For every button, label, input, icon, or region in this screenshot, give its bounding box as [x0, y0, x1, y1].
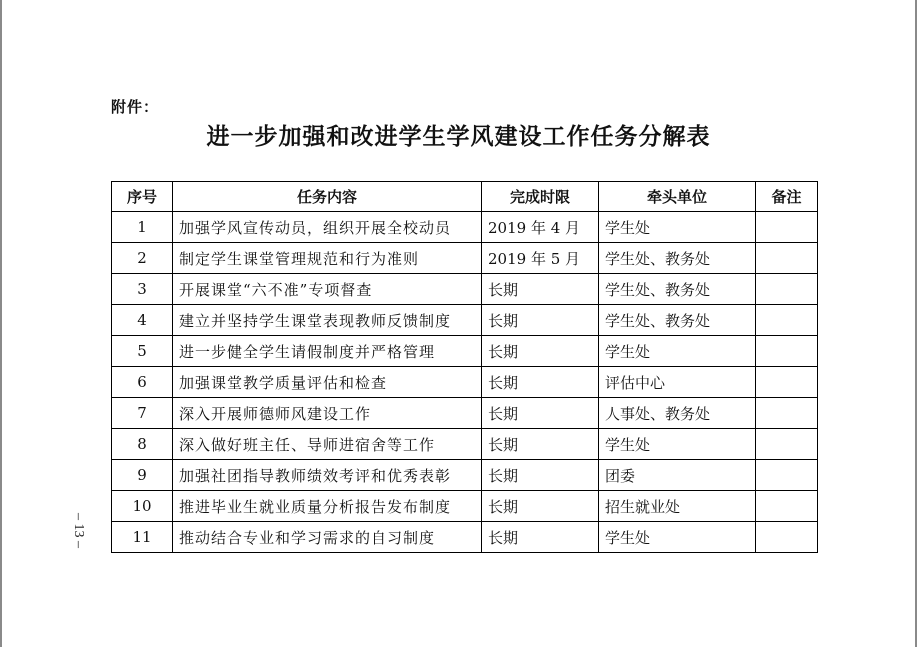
table-row — [112, 336, 818, 367]
cell-note — [756, 367, 818, 398]
cell-content: 深入开展师德师风建设工作 — [173, 398, 482, 429]
cell-note — [756, 336, 818, 367]
table-row — [112, 367, 818, 398]
attachment-label: 附件： — [111, 98, 160, 116]
header-deadline: 完成时限 — [482, 182, 599, 212]
cell-content: 建立并坚持学生课堂表现教师反馈制度 — [173, 305, 482, 336]
header-note: 备注 — [756, 182, 818, 212]
table-row — [112, 460, 818, 491]
cell-num: 6 — [112, 367, 173, 398]
cell-dept: 招生就业处 — [599, 491, 756, 522]
cell-note — [756, 305, 818, 336]
cell-note — [756, 429, 818, 460]
cell-note — [756, 460, 818, 491]
cell-deadline: 长期 — [482, 274, 599, 305]
cell-num: 8 — [112, 429, 173, 460]
cell-dept: 学生处、教务处 — [599, 243, 756, 274]
cell-dept: 学生处、教务处 — [599, 274, 756, 305]
cell-note — [756, 274, 818, 305]
cell-content: 推进毕业生就业质量分析报告发布制度 — [173, 491, 482, 522]
cell-num: 4 — [112, 305, 173, 336]
cell-deadline: 长期 — [482, 429, 599, 460]
cell-num: 11 — [112, 522, 173, 553]
header-row — [112, 182, 818, 212]
cell-dept: 学生处、教务处 — [599, 305, 756, 336]
cell-dept: 学生处 — [599, 522, 756, 553]
table-row — [112, 522, 818, 553]
cell-content: 进一步健全学生请假制度并严格管理 — [173, 336, 482, 367]
cell-deadline: 长期 — [482, 305, 599, 336]
cell-deadline: 长期 — [482, 491, 599, 522]
cell-deadline: 长期 — [482, 367, 599, 398]
cell-dept: 人事处、教务处 — [599, 398, 756, 429]
cell-content: 加强课堂教学质量评估和检查 — [173, 367, 482, 398]
cell-num: 9 — [112, 460, 173, 491]
header-num: 序号 — [112, 182, 173, 212]
cell-note — [756, 243, 818, 274]
table-row — [112, 429, 818, 460]
cell-num: 3 — [112, 274, 173, 305]
cell-dept: 学生处 — [599, 429, 756, 460]
cell-deadline: 2019 年 4 月 — [482, 212, 599, 243]
cell-deadline: 2019 年 5 月 — [482, 243, 599, 274]
table-row — [112, 305, 818, 336]
cell-note — [756, 398, 818, 429]
table-row — [112, 398, 818, 429]
header-dept: 牵头单位 — [599, 182, 756, 212]
cell-num: 10 — [112, 491, 173, 522]
cell-dept: 学生处 — [599, 336, 756, 367]
cell-deadline: 长期 — [482, 460, 599, 491]
table-row — [112, 491, 818, 522]
cell-num: 5 — [112, 336, 173, 367]
cell-num: 1 — [112, 212, 173, 243]
cell-deadline: 长期 — [482, 522, 599, 553]
page-left-edge — [0, 0, 2, 647]
cell-content: 制定学生课堂管理规范和行为准则 — [173, 243, 482, 274]
table-body — [112, 212, 818, 553]
cell-content: 加强社团指导教师绩效考评和优秀表彰 — [173, 460, 482, 491]
header-content: 任务内容 — [173, 182, 482, 212]
table-header — [112, 182, 818, 212]
cell-note — [756, 522, 818, 553]
cell-note — [756, 212, 818, 243]
cell-content: 开展课堂“六不准”专项督查 — [173, 274, 482, 305]
cell-deadline: 长期 — [482, 398, 599, 429]
cell-num: 2 — [112, 243, 173, 274]
cell-dept: 评估中心 — [599, 367, 756, 398]
table-row — [112, 243, 818, 274]
cell-content: 推动结合专业和学习需求的自习制度 — [173, 522, 482, 553]
table-row — [112, 212, 818, 243]
cell-deadline: 长期 — [482, 336, 599, 367]
cell-content: 深入做好班主任、导师进宿舍等工作 — [173, 429, 482, 460]
page-number: – 13 – — [71, 512, 86, 548]
table-row — [112, 274, 818, 305]
cell-num: 7 — [112, 398, 173, 429]
cell-note — [756, 491, 818, 522]
document-title: 进一步加强和改进学生学风建设工作任务分解表 — [206, 123, 711, 150]
cell-content: 加强学风宣传动员，组织开展全校动员 — [173, 212, 482, 243]
task-breakdown-table — [111, 181, 818, 553]
cell-dept: 团委 — [599, 460, 756, 491]
cell-dept: 学生处 — [599, 212, 756, 243]
